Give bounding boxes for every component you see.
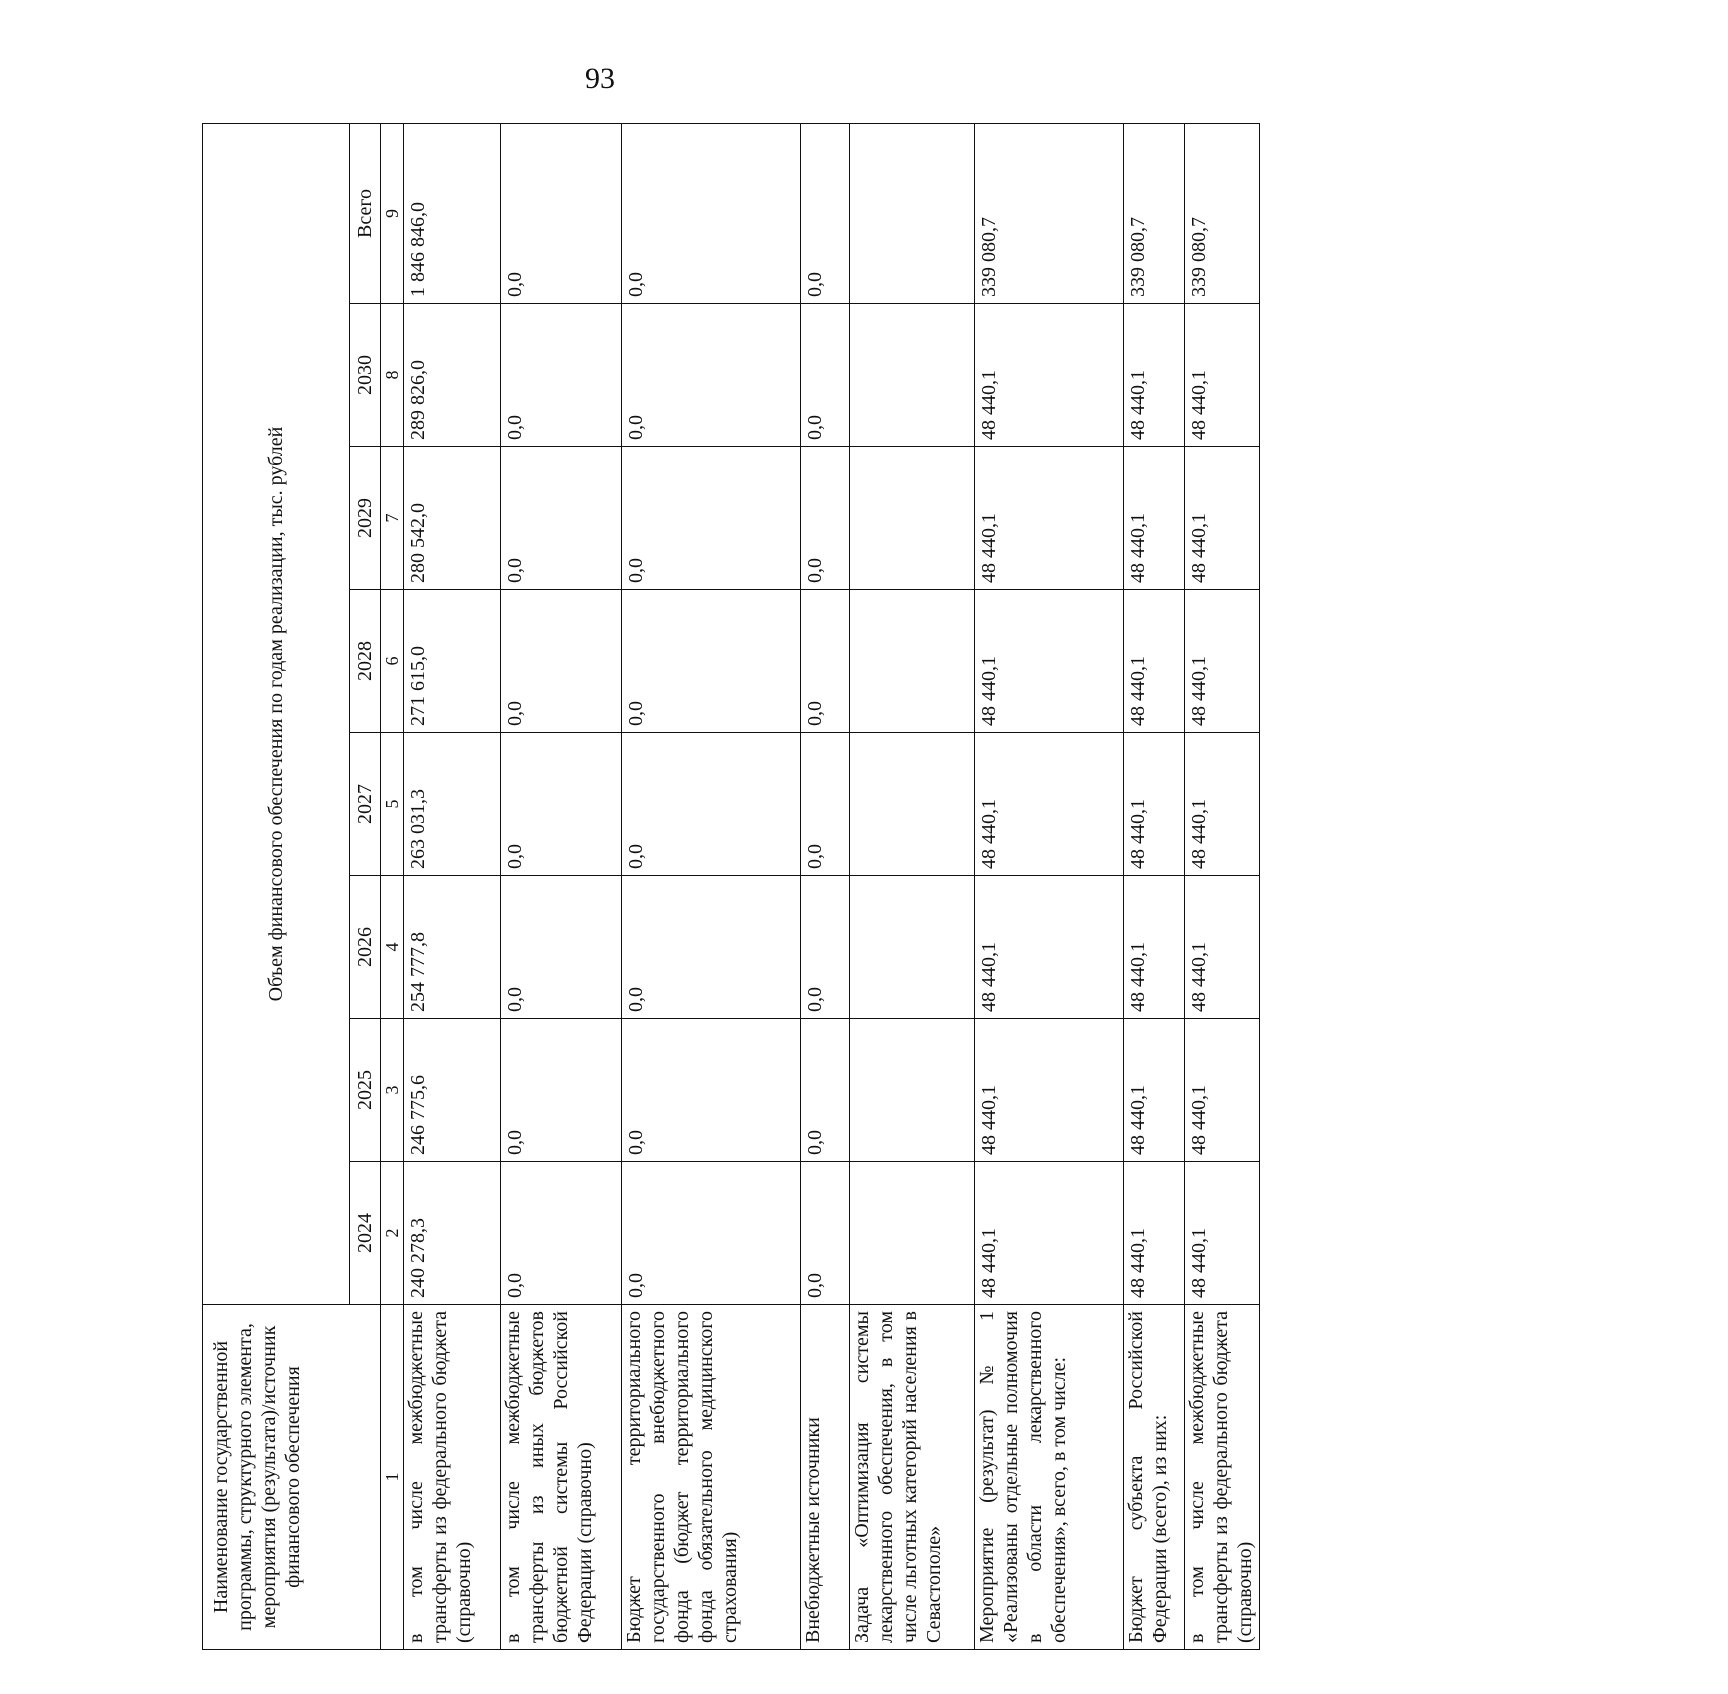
cell-value: 0,0 bbox=[622, 447, 801, 590]
cell-total: 0,0 bbox=[501, 123, 622, 303]
cell-value: 0,0 bbox=[622, 590, 801, 733]
cell-value: 0,0 bbox=[501, 590, 622, 733]
cell-value bbox=[850, 304, 975, 447]
cell-value: 0,0 bbox=[501, 733, 622, 876]
row-label: Мероприятие (результат) № 1 «Реализованы отдельные полномочия в области лекарственного обеспечения», всего, в том числе: bbox=[975, 1305, 1124, 1650]
cell-value: 0,0 bbox=[501, 1019, 622, 1162]
cell-value: 48 440,1 bbox=[1185, 304, 1260, 447]
cell-total: 0,0 bbox=[801, 123, 850, 303]
cell-value: 0,0 bbox=[622, 1162, 801, 1305]
header-group-title: Объем финансового обеспечения по годам реализации, тыс. рублей bbox=[203, 123, 350, 1304]
column-number: 8 bbox=[381, 304, 404, 447]
cell-value: 48 440,1 bbox=[1185, 876, 1260, 1019]
cell-total: 0,0 bbox=[622, 123, 801, 303]
row-label: Бюджет субъекта Российской Федерации (всего), из них: bbox=[1124, 1305, 1185, 1650]
cell-value bbox=[850, 876, 975, 1019]
table-row bbox=[404, 123, 501, 1649]
financing-table bbox=[202, 123, 1260, 1650]
cell-total: 339 080,7 bbox=[975, 123, 1124, 303]
row-label: Задача «Оптимизация системы лекарственного обеспечения, в том числе льготных категорий населения в Севастополе» bbox=[850, 1305, 975, 1650]
row-label: Бюджет территориального государственного внебюджетного фонда (бюджет территориального фонда обязательного медицинского страхования) bbox=[622, 1305, 801, 1650]
row-label: в том числе межбюджетные трансферты из федерального бюджета (справочно) bbox=[1185, 1305, 1260, 1650]
cell-value: 0,0 bbox=[622, 1019, 801, 1162]
cell-value: 48 440,1 bbox=[1124, 1019, 1185, 1162]
header-total: Всего bbox=[350, 123, 381, 303]
cell-total bbox=[850, 123, 975, 303]
cell-value: 271 615,0 bbox=[404, 590, 501, 733]
cell-value: 48 440,1 bbox=[975, 1019, 1124, 1162]
cell-value: 280 542,0 bbox=[404, 447, 501, 590]
cell-value: 0,0 bbox=[801, 304, 850, 447]
cell-value: 48 440,1 bbox=[975, 876, 1124, 1019]
column-number: 2 bbox=[381, 1162, 404, 1305]
column-number: 4 bbox=[381, 876, 404, 1019]
cell-value: 48 440,1 bbox=[1124, 876, 1185, 1019]
cell-value: 48 440,1 bbox=[1124, 304, 1185, 447]
cell-value: 0,0 bbox=[801, 590, 850, 733]
column-number: 7 bbox=[381, 447, 404, 590]
cell-value: 289 826,0 bbox=[404, 304, 501, 447]
column-number: 1 bbox=[381, 1305, 404, 1650]
cell-value bbox=[850, 447, 975, 590]
header-name-column: Наименование государственной программы, структурного элемента, мероприятия (результата)/источник финансового обеспечения bbox=[203, 1305, 381, 1650]
row-label: в том числе межбюджетные трансферты из иных бюджетов бюджетной системы Российской Федерации (справочно) bbox=[501, 1305, 622, 1650]
table-row bbox=[801, 123, 850, 1649]
cell-value: 0,0 bbox=[501, 447, 622, 590]
cell-value: 48 440,1 bbox=[975, 590, 1124, 733]
row-label: Внебюджетные источники bbox=[801, 1305, 850, 1650]
cell-value bbox=[850, 590, 975, 733]
page-number: 93 bbox=[585, 62, 615, 95]
cell-value: 0,0 bbox=[501, 876, 622, 1019]
cell-value: 240 278,3 bbox=[404, 1162, 501, 1305]
cell-value: 0,0 bbox=[622, 876, 801, 1019]
table-row bbox=[622, 123, 801, 1649]
header-year: 2028 bbox=[350, 590, 381, 733]
cell-value: 48 440,1 bbox=[975, 1162, 1124, 1305]
cell-value: 48 440,1 bbox=[975, 447, 1124, 590]
cell-value: 48 440,1 bbox=[1124, 1162, 1185, 1305]
cell-value: 48 440,1 bbox=[975, 733, 1124, 876]
table-row bbox=[975, 123, 1124, 1649]
table-row bbox=[501, 123, 622, 1649]
rotated-table-wrapper bbox=[202, 124, 1256, 1650]
header-year: 2027 bbox=[350, 733, 381, 876]
header-year: 2029 bbox=[350, 447, 381, 590]
cell-value: 0,0 bbox=[801, 1162, 850, 1305]
cell-value: 0,0 bbox=[622, 733, 801, 876]
cell-value: 0,0 bbox=[801, 1019, 850, 1162]
cell-value: 48 440,1 bbox=[1185, 1162, 1260, 1305]
cell-total: 339 080,7 bbox=[1124, 123, 1185, 303]
cell-value: 263 031,3 bbox=[404, 733, 501, 876]
cell-value: 48 440,1 bbox=[975, 304, 1124, 447]
cell-value: 0,0 bbox=[501, 1162, 622, 1305]
column-number: 6 bbox=[381, 590, 404, 733]
header-year: 2024 bbox=[350, 1162, 381, 1305]
header-year: 2026 bbox=[350, 876, 381, 1019]
column-number: 3 bbox=[381, 1019, 404, 1162]
cell-value: 0,0 bbox=[801, 733, 850, 876]
cell-value: 0,0 bbox=[622, 304, 801, 447]
cell-value bbox=[850, 1162, 975, 1305]
table-row bbox=[1185, 123, 1260, 1649]
header-year: 2030 bbox=[350, 304, 381, 447]
cell-value: 48 440,1 bbox=[1124, 733, 1185, 876]
cell-value bbox=[850, 733, 975, 876]
cell-value: 48 440,1 bbox=[1124, 447, 1185, 590]
cell-value: 48 440,1 bbox=[1124, 590, 1185, 733]
column-number: 5 bbox=[381, 733, 404, 876]
table-row bbox=[1124, 123, 1185, 1649]
cell-value bbox=[850, 1019, 975, 1162]
cell-value: 48 440,1 bbox=[1185, 447, 1260, 590]
cell-value: 48 440,1 bbox=[1185, 733, 1260, 876]
cell-value: 246 775,6 bbox=[404, 1019, 501, 1162]
table-row bbox=[850, 123, 975, 1649]
column-number: 9 bbox=[381, 123, 404, 303]
cell-value: 48 440,1 bbox=[1185, 1019, 1260, 1162]
table-container bbox=[202, 124, 1728, 1643]
cell-total: 1 846 846,0 bbox=[404, 123, 501, 303]
header-year: 2025 bbox=[350, 1019, 381, 1162]
column-number-row bbox=[381, 123, 404, 1649]
cell-value: 254 777,8 bbox=[404, 876, 501, 1019]
cell-value: 0,0 bbox=[501, 304, 622, 447]
cell-value: 0,0 bbox=[801, 447, 850, 590]
cell-total: 339 080,7 bbox=[1185, 123, 1260, 303]
cell-value: 48 440,1 bbox=[1185, 590, 1260, 733]
header-row-top bbox=[203, 123, 350, 1649]
row-label: в том числе межбюджетные трансферты из федерального бюджета (справочно) bbox=[404, 1305, 501, 1650]
cell-value: 0,0 bbox=[801, 876, 850, 1019]
